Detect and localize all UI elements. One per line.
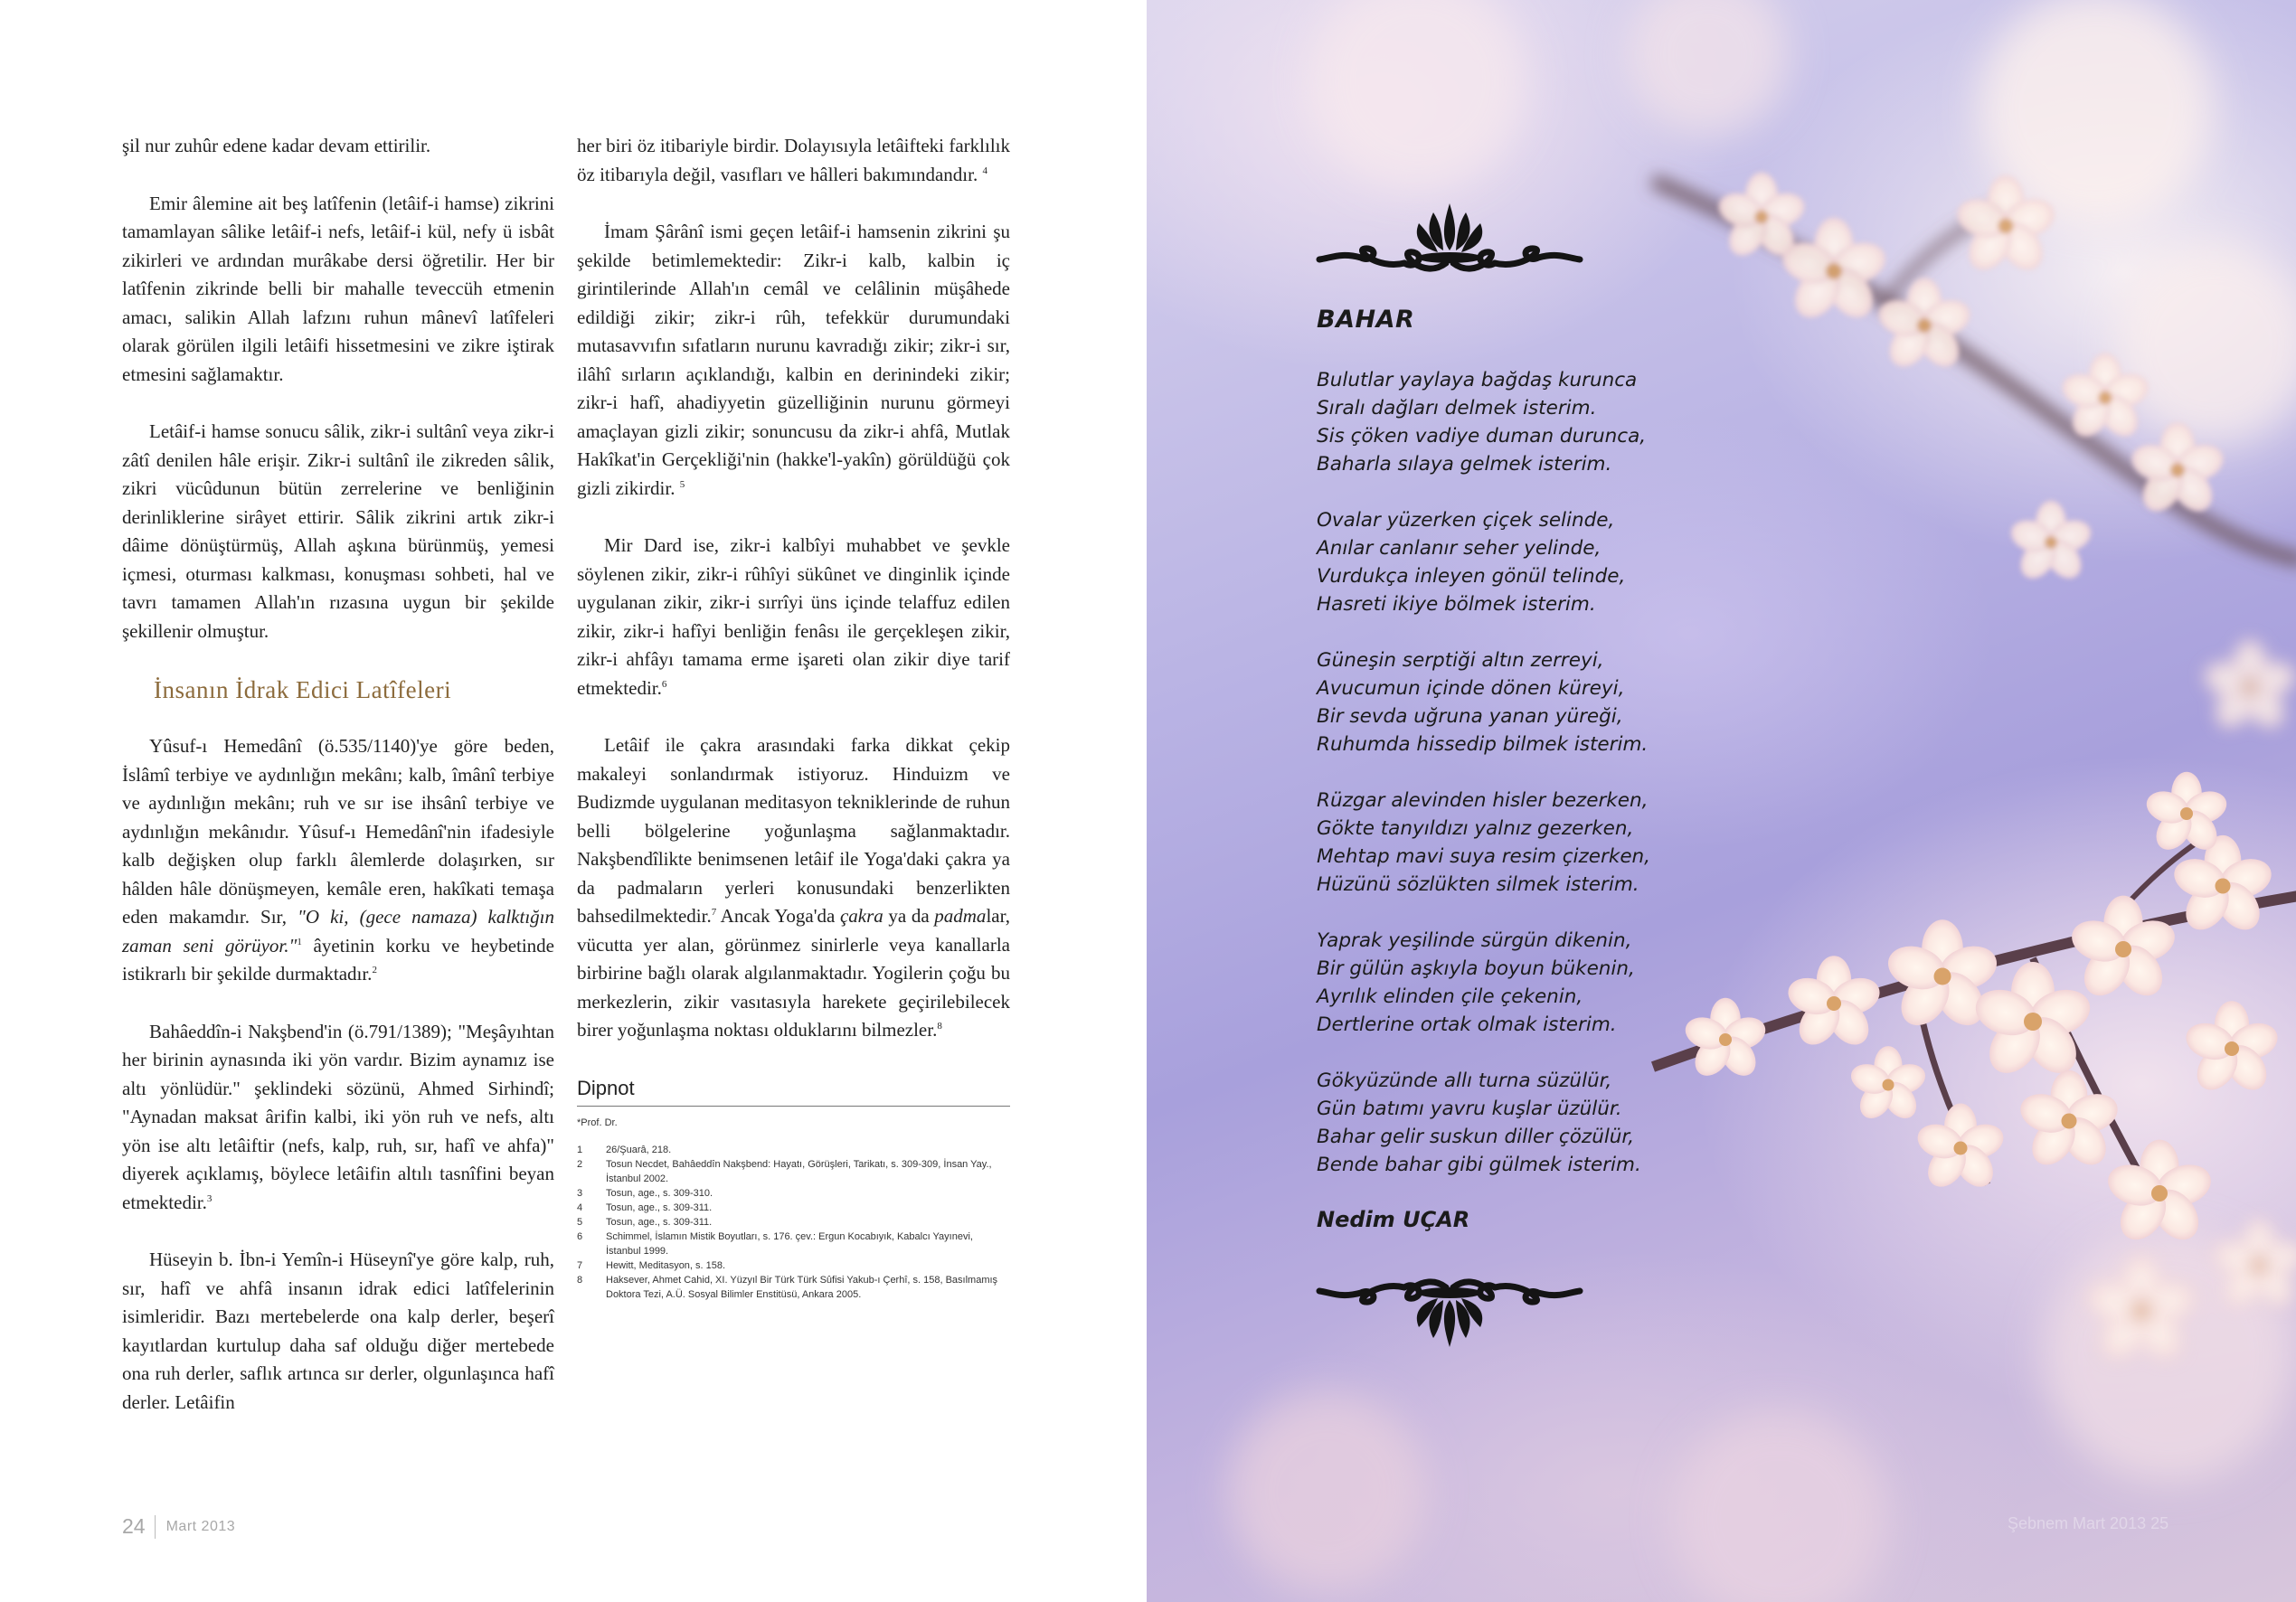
poem-author: Nedim UÇAR [1317,1207,1470,1232]
poem-line: Vurdukça inleyen gönül telinde, [1317,565,1626,588]
ornament-top-icon [1314,194,1585,285]
poem-line: Bahar gelir suskun diller çözülür, [1317,1126,1635,1148]
text-column-1 [122,132,554,1446]
footnote-ref: 1 [297,936,302,947]
paragraph: her biri öz itibariyle birdir. Dolayısıyla letâifteki farklılık öz itibarıyla değil, vasıfları ve hâlleri bakımındandır. $^4$ [577,135,1010,185]
paragraph: Mir Dard ise, zikr-i kalbîyi muhabbet ve şevkle söylenen zikir, zikr-i rûhîyi sükûnet ve dinginlik içinde uygulanan zikir, zikr-i sırrîyi üns içinde telaffuz edilen zikir, zikr-i hafîyi benliğin fenâsı ile gerçekleşen zikir, zikr-i ahfâyı tamama erme işareti olan zikir diye tarif etmektedir.$^6$ [577,534,1010,699]
issue-date: Mart 2013 [165,1518,236,1534]
footnote-item: 4 Tosun, age., s. 309-311. [577,1202,713,1213]
poem-line: Sis çöken vadiye duman durunca, [1317,425,1647,448]
poem-line: Gökte tanyıldızı yalnız gezerken, [1317,817,1634,840]
poem-stanza [1317,787,1733,899]
poem-line: Hüzünü sözlükten silmek isterim. [1317,873,1639,896]
footnotes-list [577,1116,1010,1302]
ornament-bottom-icon [1314,1266,1585,1356]
right-page [1147,0,2296,1602]
poem-line: Gökyüzünde allı turna süzülür, [1317,1070,1612,1092]
footnote-ref: 3 [206,1192,213,1204]
poem-line: Güneşin serptiği altın zerreyi, [1317,649,1604,672]
poem-line: Avucumun içinde dönen küreyi, [1317,677,1625,700]
poem-line: Anılar canlanır seher yelinde, [1317,537,1602,560]
footnote-ref: 7 [711,907,717,918]
poem-line: Gün batımı yavru kuşlar üzülür. [1317,1098,1622,1120]
paragraph: Yûsuf-ı Hemedânî (ö.535/1140)'ye göre beden, İslâmî terbiye ve aydınlığın mekânı; kalb, îmânî terbiye ve aydınlığın mekânı; ruh ve sır ise ihsânî terbiye ve aydınlığın mekânıdır. Yûsuf-ı Hemedânî'nin ifadesiyle kalb değişken olup farklı âlemlerde dolaşırken, sır hâlden hâle dönüşmeyen, kemâle eren, hakîkati temaşa eden makamdır. Sır, "O ki, (gece namaza) kalktığın zaman seni görüyor."$^1$ âyetinin korku ve heybetinde istikrarlı bir şekilde durmaktadır.$^2$ [122,735,555,985]
footer-divider [155,1515,156,1539]
paragraph: Letâif ile çakra arasındaki farka dikkat çekip makaleyi sonlandırmak istiyoruz. Hinduizm ve Budizmde uygulanan meditasyon tekniklerinde de ruhun belli bölgelerine yoğunlaşma sağlanmaktadır. Nakşbendîlikte benimsenen letâif ile Yoga'daki çakra ya da padmaların yerleri konusundaki benzerlikten bahsedilmektedir.$^7$ Ancak Yoga'da çakra ya da padmalar, vücutta yer alan, görünmez sinirlerle veya kanallarla birbirine bağlı olarak algılanmaktadır. Yogilerin çoğu bu merkezlerin, zikir vasıtasıyla harekete geçirilebilecek birer yoğunlaşma noktası olduklarını bilmezler.$^8$ [577,734,1010,1041]
page-footer [122,1514,235,1539]
footnote-item: 1 26/Şuarâ, 218. [577,1145,672,1155]
footnote-item: 3 Tosun, age., s. 309-310. [577,1188,713,1199]
paragraph: Hüseyin b. İbn-i Yemîn-i Hüseynî'ye göre kalp, ruh, sır, hafî ve ahfâ insanın idrak edici latîfelerinin isimleridir. Bazı mertebelerde ona kalp derler, beşerî kayıtlardan kurtulup daha saf olduğu diğer mertebede ona ruh derler, saflık artınca sır derler, olgunlaşınca hafî derler. Letâifin [122,1249,554,1413]
poem-line: Rüzgar alevinden hisler bezerken, [1317,789,1649,812]
footnote-ref: 2 [372,965,377,975]
poem-line: Baharla sılaya gelmek isterim. [1317,453,1612,476]
text-column-2 [577,132,1010,1302]
poem-line: Yaprak yeşilinde sürgün dikenin, [1317,929,1632,952]
poem-line: Ovalar yüzerken çiçek selinde, [1317,509,1615,532]
footnote-ref: 5 [679,478,685,490]
poem-stanza [1317,1067,1733,1179]
page-footer-right: Şebnem Mart 2013 25 [2008,1514,2169,1532]
paragraph: Letâif-i hamse sonucu sâlik, zikr-i sultânî veya zikr-i zâtî denilen hâle erişir. Zikr-i sultânî ile zikreden sâlik, zikri vücûdunun bütün zerrelerine ve benliğinin derinliklerine sirâyet ettirir. Sâlik zikrini artık zikr-i dâime dönüştürmüş, Allah aşkına bürünmüş, yemesi içmesi, oturması kalkması, konuşması sohbeti, hal ve tavrı tamamen Allah'ın rızasına uygun bir şekilde şekillenir olmuştur. [122,420,554,642]
poem-line: Dertlerine ortak olmak isterim. [1317,1013,1617,1036]
section-heading: İnsanın İdrak Edici Latîfeleri [154,676,452,703]
poem-stanza [1317,646,1733,759]
quote: "O ki, (gece namaza) kalktığın zaman seni görüyor." [122,906,554,956]
footnote-item: 8 Haksever, Ahmet Cahid, XI. Yüzyıl Bir Türk Türk Sûfisi Yakub-ı Çerhî, s. 158, Basılmamış Doktora Tezi, A.Ü. Sosyal Bilimler Enstitüsü, Ankara 2005. [577,1275,998,1300]
footnotes-title: Dipnot [577,1074,1010,1107]
footnote-item: 2 Tosun Necdet, Bahâeddîn Nakşbend: Hayatı, Görüşleri, Tarikatı, s. 309-309, İnsan Yay., İstanbul 2002. [577,1159,992,1184]
left-page [0,0,1147,1602]
poem-stanza [1317,366,1733,478]
footnote-ref: 8 [937,1021,942,1032]
footnote-item: 7 Hewitt, Meditasyon, s. 158. [577,1260,726,1271]
poem-line: Ayrılık elinden çile çekenin, [1317,985,1583,1008]
poem-line: Mehtap mavi suya resim çizerken, [1317,845,1651,868]
poem-line: Bir sevda uğruna yanan yüreği, [1317,705,1623,728]
poem-stanza [1317,506,1733,618]
paragraph: Emir âlemine ait beş latîfenin (letâif-i hamse) zikrini tamamlayan sâlike letâif-i nefs, letâif-i kül, nefy ü isbât zikirleri ve ardından murâkabe dersi öğretilir. Her bir latîfenin zikrinde belli bir mahalle teveccüh etmenin amacı, salikin Allah lafzını ruhun mânevî latîfeleri olarak görülen ilgili letâifi hissetmesini ve zikre iştirak etmesini sağlamaktır. [122,192,554,385]
footnote-item: 5 Tosun, age., s. 309-311. [577,1217,713,1228]
paragraph: şil nur zuhûr edene kadar devam ettirilir. [122,135,431,156]
paragraph: Bahâeddîn-i Nakşbend'in (ö.791/1389); "Meşâyıhtan her birinin aynasında iki yön vardır. Bizim aynamız ise altı yönlüdür." şeklindeki sözünü, Ahmed Sirhindî; "Aynadan maksat ârifin kalbi, iki yön ruh ve nefs, altı yön ise altı letâiftir (nefs, kalp, ruh, sır, hafî ve ahfa)" diyerek açıklamış, böylece letâifin altılı tasnîfini beyan etmektedir.$^3$ [122,1020,554,1213]
poem-line: Sıralı dağları delmek isterim. [1317,397,1597,419]
poem-line: Hasreti ikiye bölmek isterim. [1317,593,1596,616]
author-note: *Prof. Dr. [577,1117,618,1128]
footnote-ref: 4 [982,165,987,176]
poem-stanza [1317,927,1733,1039]
poem-line: Bulutlar yaylaya bağdaş kurunca [1317,369,1638,391]
poem-line: Bir gülün aşkıyla boyun bükenin, [1317,957,1635,980]
paragraph: İmam Şârânî ismi geçen letâif-i hamsenin zikrini şu şekilde betimlemektedir: Zikr-i kalb, kalbin iç girintilerinde Allah'ın cemâl ve celâlinin müşâhede edildiği zikir; zikr-i rûh, tefekkür durumundaki mutasavvıfın sıfatların nurunu kavradığı zikir; zikr-i sır, ilâhî sırların açıklandığı, kalbin en derinindeki zikir; zikr-i hafî, ahadiyyetin güzelliğinin nurunu görmeyi amaçlayan gizli zikir; sonuncusu da zikr-i ahfâ, Mutlak Hakîkat'in Gerçekliği'nin (hakke'l-yakîn) görüldüğü çok gizli zikirdir. $^5$ [577,221,1010,499]
poem [1317,306,1733,1232]
footnote-ref: 6 [661,678,667,690]
page-number: 24 [122,1514,146,1538]
poem-title: BAHAR [1317,306,1415,334]
poem-line: Bende bahar gibi gülmek isterim. [1317,1154,1641,1176]
footnote-item: 6 Schimmel, İslamın Mistik Boyutları, s. 176. çev.: Ergun Kocabıyık, Kabalcı Yayınevi, İstanbul 1999. [577,1231,973,1257]
poem-line: Ruhumda hissedip bilmek isterim. [1317,733,1649,756]
